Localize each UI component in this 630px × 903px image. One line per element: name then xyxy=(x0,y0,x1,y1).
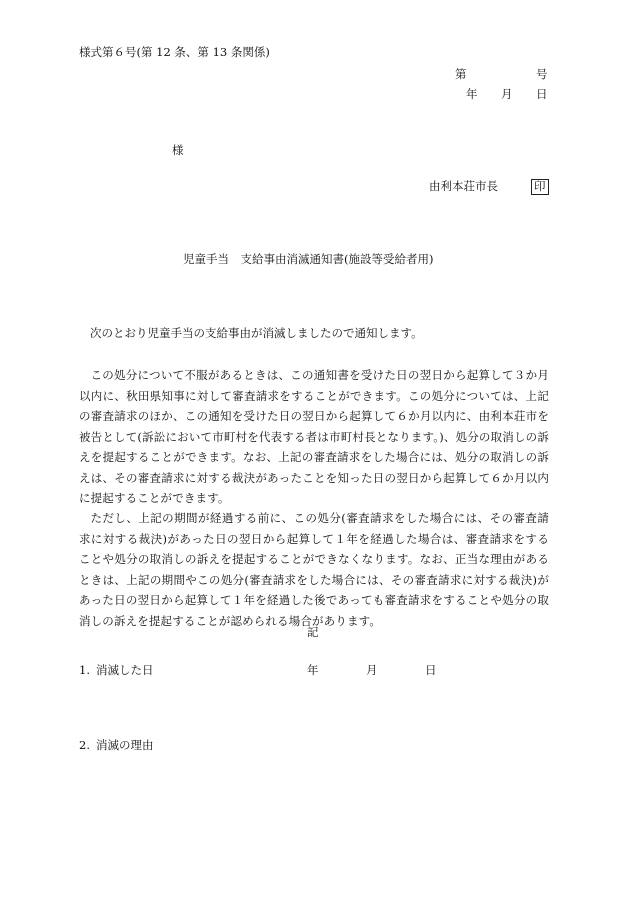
item-year: 年 xyxy=(307,663,319,677)
item-day: 日 xyxy=(425,663,437,677)
seal-mark xyxy=(531,179,549,195)
item-number: 1. xyxy=(79,663,90,677)
document-title: 児童手当 支給事由消滅通知書(施設等受給者用) xyxy=(183,252,434,266)
addressee-honorific: 様 xyxy=(172,143,184,157)
item-month: 月 xyxy=(366,663,378,677)
intro-text: 次のとおり児童手当の支給事由が消滅しましたので通知します。 xyxy=(90,326,423,340)
date-month: 月 xyxy=(501,87,513,101)
seal-text: 印 xyxy=(531,179,549,195)
appeal-paragraph: この処分について不服があるときは、この通知書を受けた日の翌日から起算して３か月以内に、秋田県知事に対して審査請求をすることができます。この処分については、上記の審査請求のほか、この通知を受けた日の翌日から起算して６か月以内に、由利本荘市を被告として(訴訟において市町村を代表する者は市町村長となります。)、処分の取消しの訴えを提起することができます。なお、上記の審査請求をした場合には、処分の取消しの訴えは、その審査請求に対する裁決があったことを知った日の翌日から起算して６か月以内に提起することができます。 xyxy=(79,368,549,505)
proviso-paragraph: ただし、上記の期間が経過する前に、この処分(審査請求をした場合には、その審査請求に対する裁決)があった日の翌日から起算して１年を経過した場合は、審査請求をすることや処分の取消しの訴えを提起することができなくなります。なお、正当な理由があるときは、上記の期間やこの処分(審査請求をした場合には、その審査請求に対する裁決)があった日の翌日から起算して１年を経過した後であっても審査請求をすることや処分の取消しの訴えを提起することが認められる場合があります。 xyxy=(79,511,549,628)
document-number-suffix: 号 xyxy=(536,67,548,81)
date-year: 年 xyxy=(466,87,478,101)
item-label: 消滅した日 xyxy=(96,663,154,677)
date-day: 日 xyxy=(536,87,548,101)
document-number-prefix: 第 xyxy=(455,67,467,81)
item-label: 消滅の理由 xyxy=(96,738,154,752)
ki-heading: 記 xyxy=(307,625,319,639)
sender-name: 由利本荘市長 xyxy=(429,179,498,193)
item-number: 2. xyxy=(79,738,90,752)
form-label: 様式第６号(第 12 条、第 13 条関係) xyxy=(79,45,270,59)
